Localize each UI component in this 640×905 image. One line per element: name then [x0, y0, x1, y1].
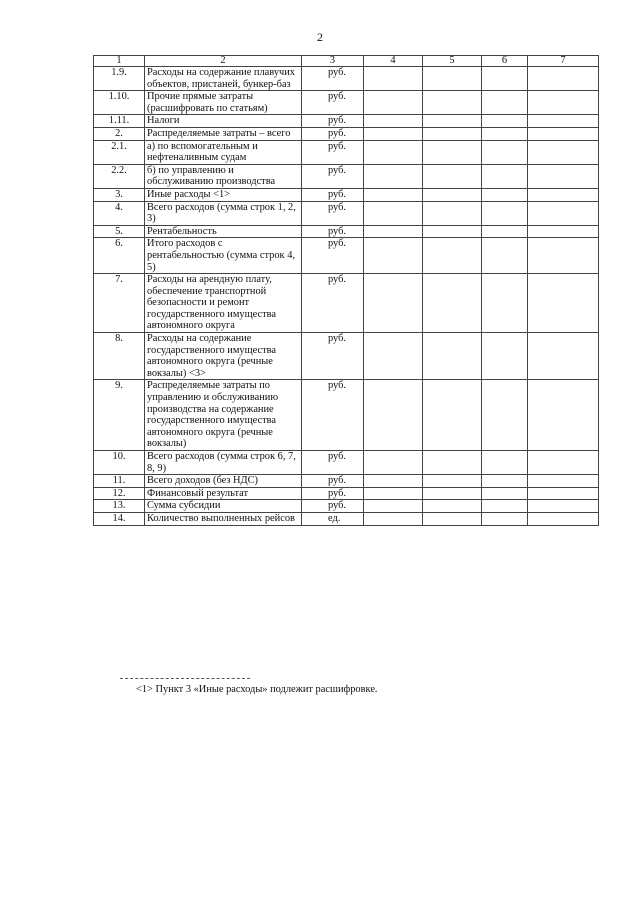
value-cell [482, 164, 528, 188]
row-unit: руб. [302, 487, 364, 500]
row-number: 9. [94, 380, 145, 451]
value-cell [364, 188, 423, 201]
page-number: 2 [317, 30, 323, 44]
value-cell [528, 188, 599, 201]
value-cell [482, 380, 528, 451]
value-cell [423, 188, 482, 201]
table-row [94, 512, 599, 525]
value-cell [423, 512, 482, 525]
row-number: 1.10. [94, 91, 145, 115]
value-cell [364, 333, 423, 380]
value-cell [364, 500, 423, 513]
table-row [94, 225, 599, 238]
row-unit: руб. [302, 201, 364, 225]
value-cell [528, 333, 599, 380]
footnote: <1> Пункт 3 «Иные расходы» подлежит расшифровке. [136, 684, 378, 695]
value-cell [364, 274, 423, 333]
row-unit: руб. [302, 225, 364, 238]
row-name: Иные расходы <1> [145, 188, 302, 201]
row-name: Всего расходов (сумма строк 1, 2, 3) [145, 201, 302, 225]
row-unit: руб. [302, 380, 364, 451]
table-row [94, 333, 599, 380]
row-unit: руб. [302, 333, 364, 380]
row-number: 6. [94, 238, 145, 274]
value-cell [423, 380, 482, 451]
value-cell [528, 91, 599, 115]
value-cell [364, 238, 423, 274]
value-cell [364, 115, 423, 128]
column-header: 2 [145, 56, 302, 67]
value-cell [423, 451, 482, 475]
row-number: 1.11. [94, 115, 145, 128]
row-unit: руб. [302, 188, 364, 201]
expenses-table [93, 55, 599, 526]
value-cell [364, 164, 423, 188]
value-cell [528, 380, 599, 451]
value-cell [482, 451, 528, 475]
value-cell [482, 238, 528, 274]
row-unit: руб. [302, 91, 364, 115]
row-name: б) по управлению и обслуживанию производства [145, 164, 302, 188]
row-name: Всего доходов (без НДС) [145, 475, 302, 488]
row-name: Финансовый результат [145, 487, 302, 500]
row-number: 13. [94, 500, 145, 513]
row-unit: руб. [302, 475, 364, 488]
value-cell [482, 475, 528, 488]
table-row [94, 201, 599, 225]
value-cell [423, 115, 482, 128]
value-cell [528, 238, 599, 274]
value-cell [423, 201, 482, 225]
footnote-separator [120, 678, 250, 679]
row-unit: руб. [302, 115, 364, 128]
row-name: Количество выполненных рейсов [145, 512, 302, 525]
row-name: Расходы на арендную плату, обеспечение транспортной безопасности и ремонт государственного имущества автономного округа [145, 274, 302, 333]
column-header: 4 [364, 56, 423, 67]
value-cell [528, 274, 599, 333]
value-cell [423, 475, 482, 488]
table-header-row [94, 56, 599, 67]
value-cell [423, 487, 482, 500]
value-cell [528, 500, 599, 513]
row-unit: руб. [302, 238, 364, 274]
value-cell [482, 91, 528, 115]
column-header: 6 [482, 56, 528, 67]
column-header: 7 [528, 56, 599, 67]
table-row [94, 115, 599, 128]
value-cell [528, 140, 599, 164]
row-unit: руб. [302, 67, 364, 91]
row-number: 3. [94, 188, 145, 201]
value-cell [364, 475, 423, 488]
value-cell [364, 225, 423, 238]
row-name: Сумма субсидии [145, 500, 302, 513]
value-cell [364, 127, 423, 140]
value-cell [423, 500, 482, 513]
row-number: 8. [94, 333, 145, 380]
table-row [94, 91, 599, 115]
row-unit: руб. [302, 451, 364, 475]
value-cell [364, 91, 423, 115]
row-number: 11. [94, 475, 145, 488]
value-cell [423, 127, 482, 140]
value-cell [482, 67, 528, 91]
value-cell [482, 333, 528, 380]
value-cell [528, 115, 599, 128]
value-cell [482, 487, 528, 500]
value-cell [528, 127, 599, 140]
row-unit: руб. [302, 140, 364, 164]
row-unit: руб. [302, 127, 364, 140]
value-cell [364, 140, 423, 164]
row-number: 2.2. [94, 164, 145, 188]
value-cell [423, 164, 482, 188]
table-row [94, 127, 599, 140]
value-cell [482, 127, 528, 140]
row-name: Расходы на содержание плавучих объектов, пристаней, бункер-баз [145, 67, 302, 91]
value-cell [528, 164, 599, 188]
row-name: Итого расходов с рентабельностью (сумма строк 4, 5) [145, 238, 302, 274]
row-name: Расходы на содержание государственного имущества автономного округа (речные вокзалы) <3> [145, 333, 302, 380]
value-cell [364, 451, 423, 475]
value-cell [364, 512, 423, 525]
row-number: 2.1. [94, 140, 145, 164]
row-number: 10. [94, 451, 145, 475]
table-row [94, 451, 599, 475]
value-cell [423, 225, 482, 238]
value-cell [528, 487, 599, 500]
column-header: 1 [94, 56, 145, 67]
row-number: 5. [94, 225, 145, 238]
value-cell [364, 487, 423, 500]
value-cell [482, 512, 528, 525]
value-cell [528, 512, 599, 525]
value-cell [528, 67, 599, 91]
row-name: Рентабельность [145, 225, 302, 238]
table-row [94, 487, 599, 500]
value-cell [528, 201, 599, 225]
row-number: 12. [94, 487, 145, 500]
row-number: 1.9. [94, 67, 145, 91]
value-cell [423, 91, 482, 115]
value-cell [528, 225, 599, 238]
row-unit: руб. [302, 274, 364, 333]
value-cell [528, 475, 599, 488]
value-cell [482, 115, 528, 128]
column-header: 5 [423, 56, 482, 67]
row-name: Распределяемые затраты – всего [145, 127, 302, 140]
row-unit: ед. [302, 512, 364, 525]
value-cell [528, 451, 599, 475]
row-number: 2. [94, 127, 145, 140]
value-cell [364, 201, 423, 225]
value-cell [482, 188, 528, 201]
table-row [94, 475, 599, 488]
row-number: 14. [94, 512, 145, 525]
value-cell [423, 274, 482, 333]
value-cell [482, 500, 528, 513]
table-row [94, 274, 599, 333]
table-row [94, 500, 599, 513]
table-row [94, 140, 599, 164]
row-name: Всего расходов (сумма строк 6, 7, 8, 9) [145, 451, 302, 475]
row-unit: руб. [302, 500, 364, 513]
row-number: 4. [94, 201, 145, 225]
row-name: Налоги [145, 115, 302, 128]
value-cell [423, 140, 482, 164]
table-row [94, 238, 599, 274]
column-header: 3 [302, 56, 364, 67]
table-row [94, 164, 599, 188]
value-cell [482, 201, 528, 225]
value-cell [482, 274, 528, 333]
table-row [94, 380, 599, 451]
value-cell [364, 380, 423, 451]
row-name: Прочие прямые затраты (расшифровать по статьям) [145, 91, 302, 115]
row-name: а) по вспомогательным и нефтеналивным судам [145, 140, 302, 164]
row-unit: руб. [302, 164, 364, 188]
value-cell [482, 225, 528, 238]
value-cell [364, 67, 423, 91]
value-cell [423, 67, 482, 91]
row-number: 7. [94, 274, 145, 333]
row-name: Распределяемые затраты по управлению и обслуживанию производства на содержание государственного имущества автономного округа (речные вокзалы) [145, 380, 302, 451]
value-cell [482, 140, 528, 164]
value-cell [423, 333, 482, 380]
value-cell [423, 238, 482, 274]
table-row [94, 67, 599, 91]
table-row [94, 188, 599, 201]
